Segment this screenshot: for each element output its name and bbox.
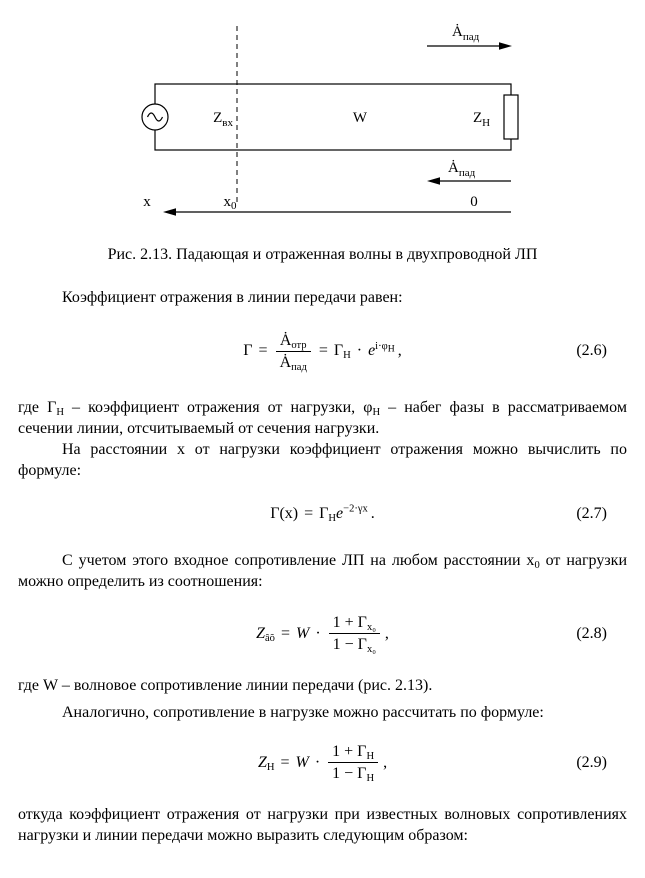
gamma-symbol: Γ — [243, 342, 253, 360]
formula-gamma-of-x — [270, 505, 375, 523]
transmission-line-rect — [155, 84, 511, 150]
denominator: $1 - \Gamma_{x_0}$ — [332, 636, 376, 656]
paragraph-distance: На расстоянии x от нагрузки коэффициент отражения можно вычислить по формуле: — [18, 440, 627, 479]
wave-impedance-label: W — [352, 110, 368, 126]
z-load-symbol: $Z_Н$ — [257, 753, 275, 773]
figure-caption: Рис. 2.13. Падающая и отраженная волны в двухпроводной ЛП — [107, 246, 538, 263]
incident-wave-arrowhead — [499, 42, 512, 50]
equals-sign: = — [280, 624, 290, 642]
exponential-term: $e^{-2\cdot\gamma x}$ — [336, 504, 368, 523]
denominator: $Ȧ_{пад}$ — [279, 353, 307, 374]
equation-number: (2.8) — [576, 624, 607, 642]
incident-wave-label: $Ȧ_{пад}$ — [452, 24, 480, 43]
equals-sign: = — [318, 342, 328, 360]
load-impedance-label: $Z_Н$ — [473, 110, 491, 129]
formula-input-impedance — [256, 613, 389, 654]
paragraph-analogy: Аналогично, сопротивление в нагрузке можно рассчитать по формуле: — [62, 704, 544, 722]
z-input-symbol: $Z_{âõ}$ — [256, 624, 275, 644]
equation-2-6 — [18, 331, 627, 372]
dot-operator: · — [315, 624, 321, 642]
formula-reflection-coefficient — [243, 331, 401, 372]
dot-operator: · — [314, 753, 321, 771]
punctuation: . — [370, 505, 375, 523]
axis-label-zero: 0 — [470, 194, 478, 210]
axis-label-x0: $x_0$ — [223, 194, 237, 212]
equals-sign: = — [304, 505, 314, 523]
equation-number: (2.7) — [576, 505, 607, 523]
equation-2-9 — [18, 742, 627, 783]
paragraph-gamma-definition: где $\Gamma_Н$ – коэффициент отражения от нагрузки, $\varphi_Н$ – набег фазы в рассматриваемом сечении линии, отсчитываемый от сечения нагрузки. — [18, 399, 627, 437]
formula-load-impedance — [258, 742, 387, 783]
punctuation: , — [397, 342, 402, 360]
punctuation: , — [383, 753, 388, 771]
gamma-of-x-symbol: Γ(x) — [270, 505, 299, 523]
equation-2-8 — [18, 613, 627, 654]
exponential-term: $e^{i\cdot\varphi_Н}$ — [368, 341, 395, 360]
paragraph-conclusion: откуда коэффициент отражения от нагрузки при известных волновых сопротивлениях нагрузки и линии передачи можно выразить следующим образом: — [18, 806, 627, 845]
fraction — [329, 613, 380, 654]
axis-label-x: x — [143, 194, 151, 210]
fraction — [276, 331, 311, 372]
denominator: $1 - \Gamma_Н$ — [332, 765, 375, 785]
numerator: $1 + \Gamma_{x_0}$ — [329, 613, 380, 634]
x-axis-arrowhead — [163, 208, 176, 216]
wave-impedance-symbol: W — [295, 753, 309, 771]
equals-sign: = — [280, 753, 290, 771]
equation-2-7 — [18, 505, 627, 523]
paragraph-intro: Коэффициент отражения в линии передачи равен: — [62, 289, 403, 306]
reflected-wave-label: $Ȧ_{пад}$ — [448, 160, 476, 179]
equation-number: (2.6) — [576, 342, 607, 360]
gamma-load-symbol: $\Gamma_Н$ — [333, 342, 351, 362]
gamma-load-symbol: $\Gamma_Н$ — [319, 505, 337, 525]
input-impedance-label: $Z_{вх}$ — [213, 110, 233, 129]
reflected-wave-arrowhead — [427, 177, 440, 185]
wave-impedance-symbol: W — [296, 624, 310, 642]
figure-2-13 — [0, 0, 645, 232]
paragraph-input-impedance: С учетом этого входное сопротивление ЛП на любом расстоянии $x_0$ от нагрузки можно определить из соотношения: — [18, 552, 628, 591]
body-text — [0, 288, 645, 847]
equation-number: (2.9) — [576, 753, 607, 771]
numerator: $1 + \Gamma_Н$ — [328, 742, 378, 763]
equals-sign: = — [258, 342, 268, 360]
fraction — [328, 742, 378, 783]
load-resistor — [504, 95, 518, 139]
numerator: $Ȧ_{отр}$ — [276, 331, 311, 352]
dot-operator: · — [356, 342, 363, 360]
paragraph-w-definition: где W – волновое сопротивление линии передачи (рис. 2.13). — [18, 677, 433, 695]
punctuation: , — [384, 624, 389, 642]
